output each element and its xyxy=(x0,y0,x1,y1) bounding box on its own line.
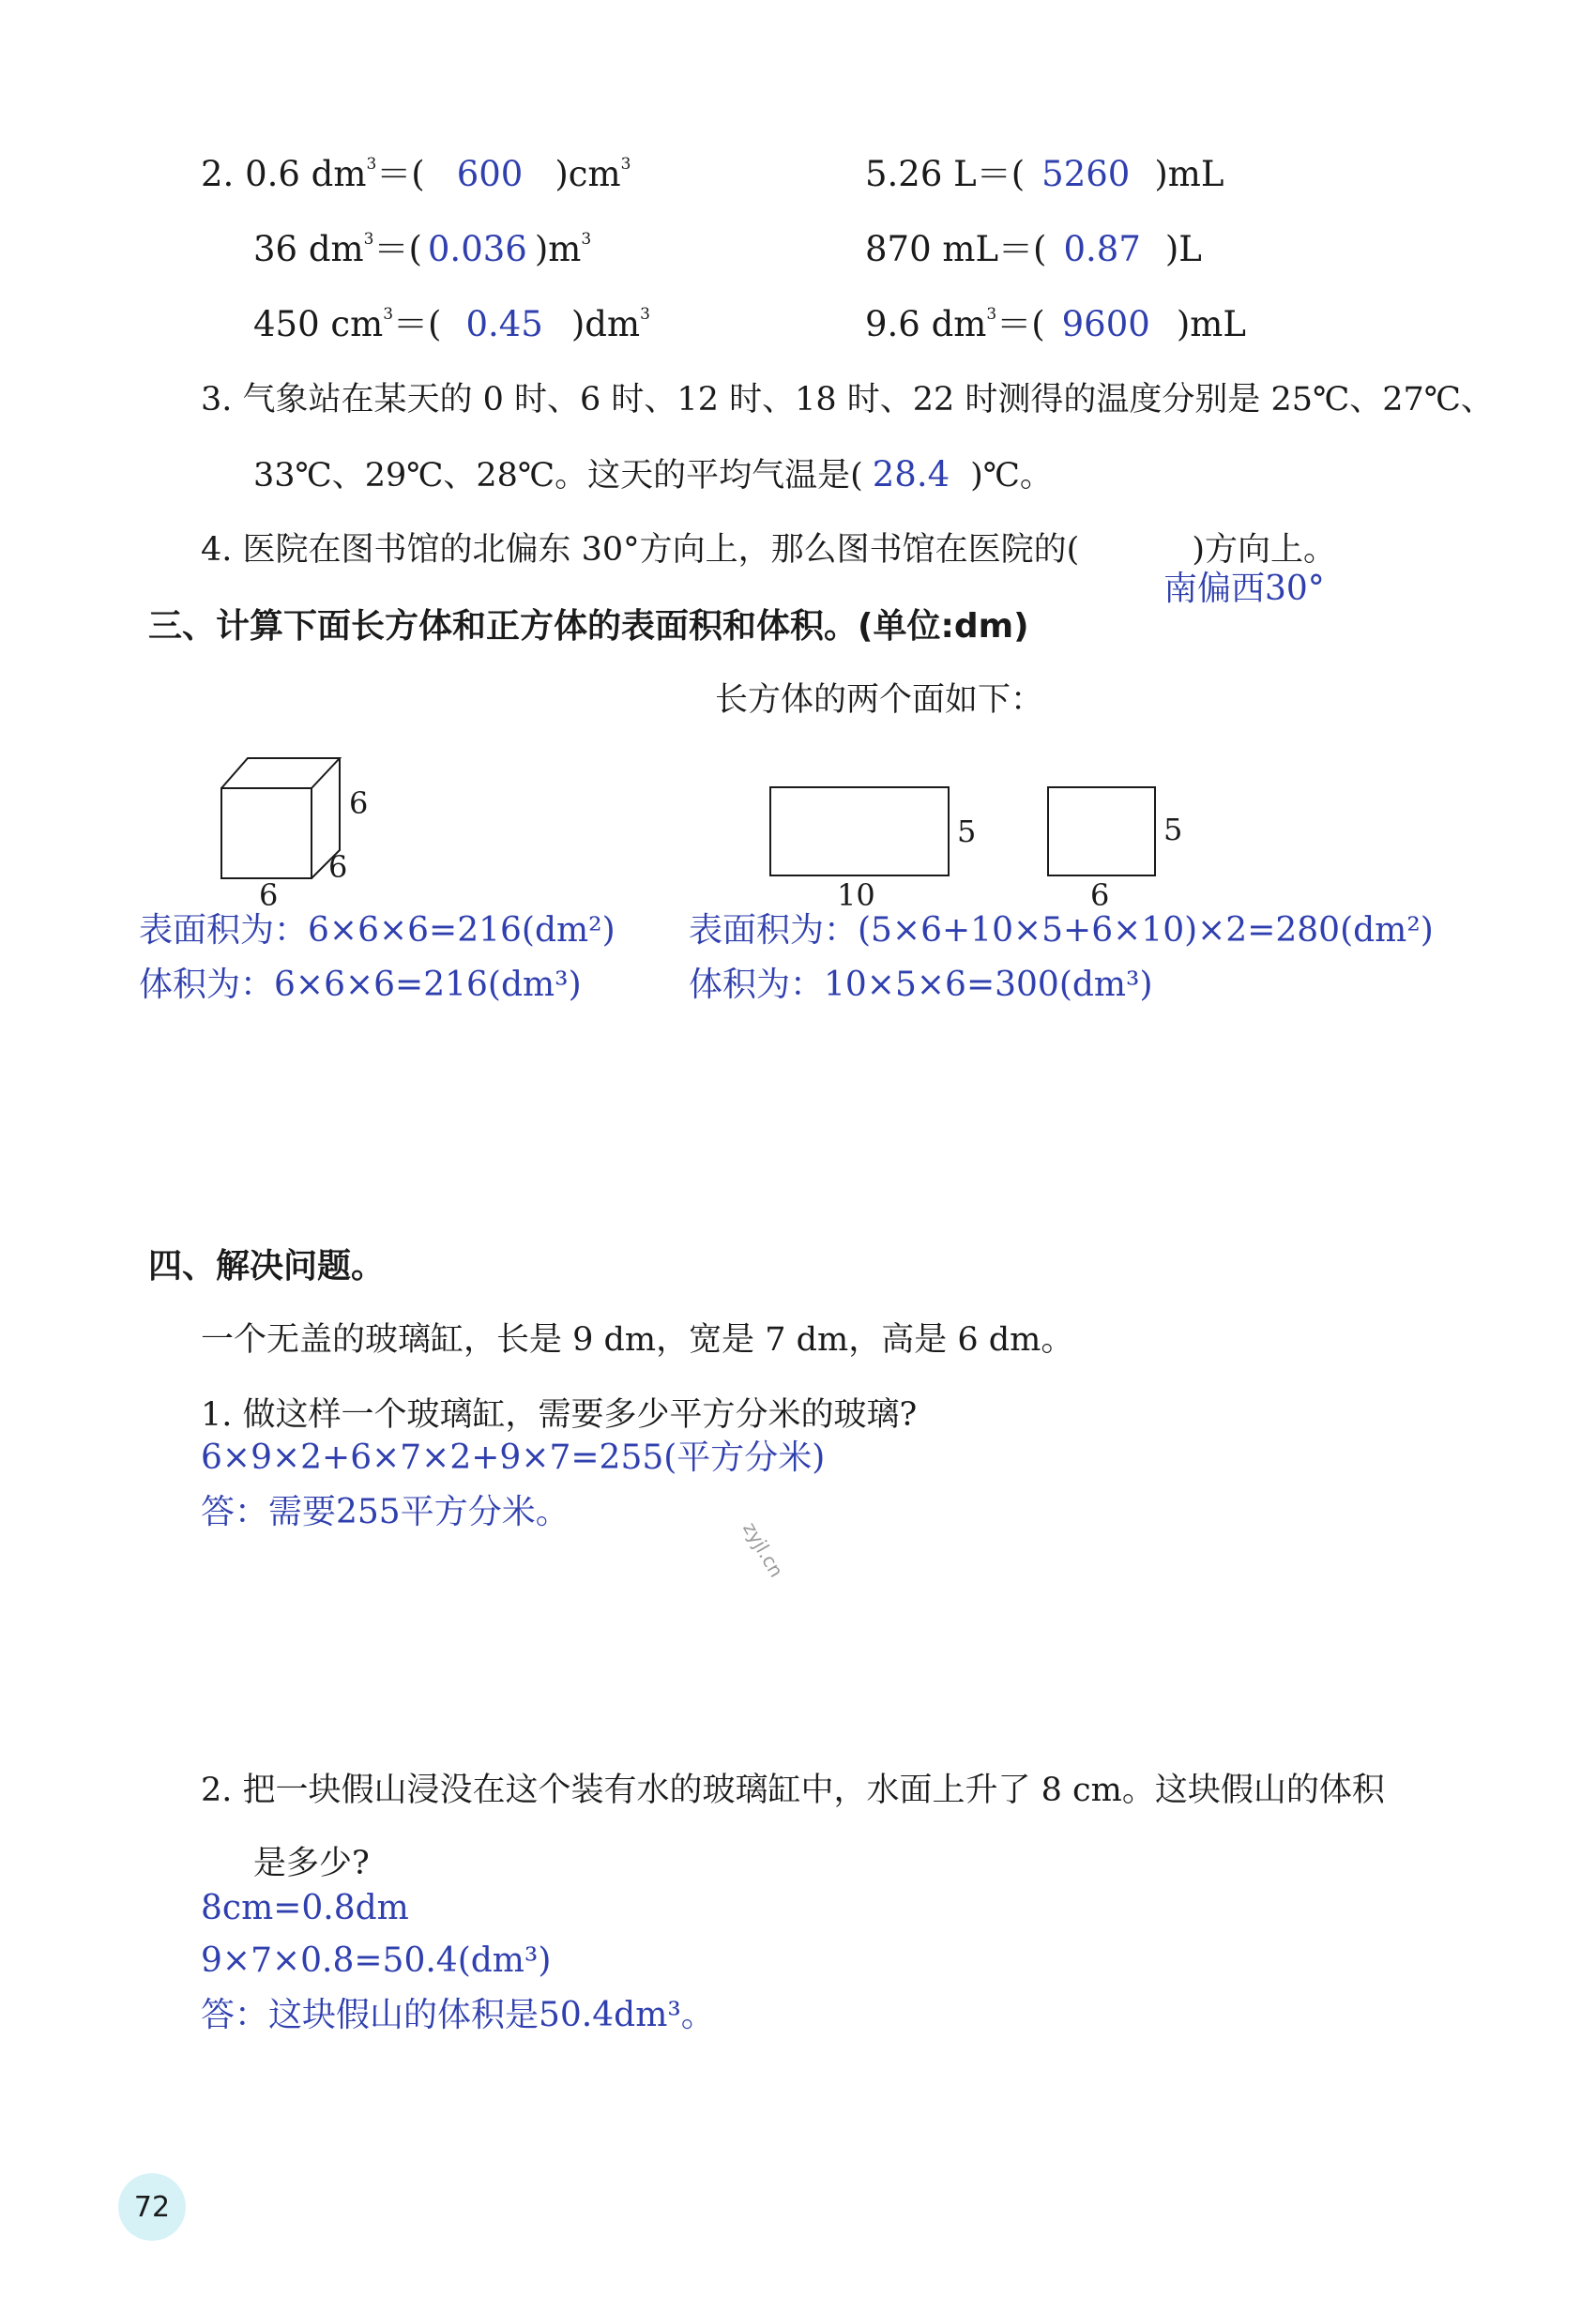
q2-row3-right: 9.6 $dm^3=$( 9600 )mL xyxy=(865,304,1246,344)
q4-answer: 南偏西30° xyxy=(1163,570,1325,608)
problem2-answer: 答：这块假山的体积是50.4dm³。 xyxy=(201,1996,715,2034)
cuboid-surface-area-answer: 表面积为：(5×6+10×5+6×10)×2=280(dm²) xyxy=(689,911,1434,950)
q3-line2: 33℃、29℃、28℃。这天的平均气温是( 28.4 )℃。 xyxy=(253,454,1053,495)
answer-600: 600 xyxy=(456,154,524,194)
answer-9600: 9600 xyxy=(1061,304,1150,344)
problem2-question-line1: 2. 把一块假山浸没在这个装有水的玻璃缸中，水面上升了 8 cm。这块假山的体积 xyxy=(201,1772,1385,1809)
answer-045: 0.45 xyxy=(465,304,543,344)
q2-row1-right: 5.26 L＝( 5260 )mL xyxy=(865,154,1224,194)
section3-title: 三、计算下面长方体和正方体的表面积和体积。(单位:dm) xyxy=(148,607,1029,646)
rect2-label-right: 5 xyxy=(1163,812,1183,847)
q2-row1-left: 2. 0.6 $dm^3=$( 600 )$cm^3$ xyxy=(201,154,631,194)
cube-top-face xyxy=(221,758,340,788)
cube-front-face xyxy=(221,788,312,878)
answer-0036: 0.036 xyxy=(427,229,527,269)
cube-label-bottom: 6 xyxy=(259,877,279,913)
problem1-work: 6×9×2+6×7×2+9×7=255(平方分米) xyxy=(201,1438,826,1477)
q4-text: 4. 医院在图书馆的北偏东 30°方向上，那么图书馆在医院的( )方向上。 xyxy=(201,531,1336,569)
rect2-label-bottom: 6 xyxy=(1090,877,1110,913)
cube-volume-answer: 体积为：6×6×6=216(dm³) xyxy=(139,966,582,1004)
faces-caption: 长方体的两个面如下： xyxy=(715,681,1044,719)
q3-line1: 3. 气象站在某天的 0 时、6 时、12 时、18 时、22 时测得的温度分别是 25℃、27℃、 xyxy=(201,381,1494,419)
q2-row2-right: 870 mL＝( 0.87 )L xyxy=(865,229,1202,269)
cuboid-face-10x5 xyxy=(769,786,950,876)
cube-label-right: 6 xyxy=(349,785,369,821)
problem2-question-line2: 是多少? xyxy=(253,1845,370,1882)
q2-row3-left: 450 $cm^3=$( 0.45 )$dm^3$ xyxy=(253,304,650,344)
answer-5260: 5260 xyxy=(1041,154,1131,194)
watermark: zyjl.cn xyxy=(738,1518,788,1581)
cube-label-depth: 6 xyxy=(328,849,348,885)
rect1-label-right: 5 xyxy=(957,814,977,849)
cube-surface-area-answer: 表面积为：6×6×6=216(dm²) xyxy=(139,911,616,950)
problem2-work2: 9×7×0.8=50.4(dm³) xyxy=(201,1941,552,1980)
q2-row2-left: 36 $dm^3=$( 0.036 )$m^3$ xyxy=(253,229,592,269)
problem2-work1: 8cm=0.8dm xyxy=(201,1889,409,1927)
answer-28-4: 28.4 xyxy=(872,454,950,495)
problem-intro: 一个无盖的玻璃缸，长是 9 dm，宽是 7 dm，高是 6 dm。 xyxy=(201,1321,1074,1359)
problem1-answer: 答：需要255平方分米。 xyxy=(201,1493,570,1531)
answer-087: 0.87 xyxy=(1063,229,1141,269)
rect1-label-bottom: 10 xyxy=(837,877,875,913)
cuboid-face-6x5 xyxy=(1047,786,1156,876)
cuboid-volume-answer: 体积为：10×5×6=300(dm³) xyxy=(689,966,1153,1004)
problem1-question: 1. 做这样一个玻璃缸，需要多少平方分米的玻璃? xyxy=(201,1396,918,1434)
page-number: 72 xyxy=(118,2173,186,2241)
section4-title: 四、解决问题。 xyxy=(148,1247,386,1286)
